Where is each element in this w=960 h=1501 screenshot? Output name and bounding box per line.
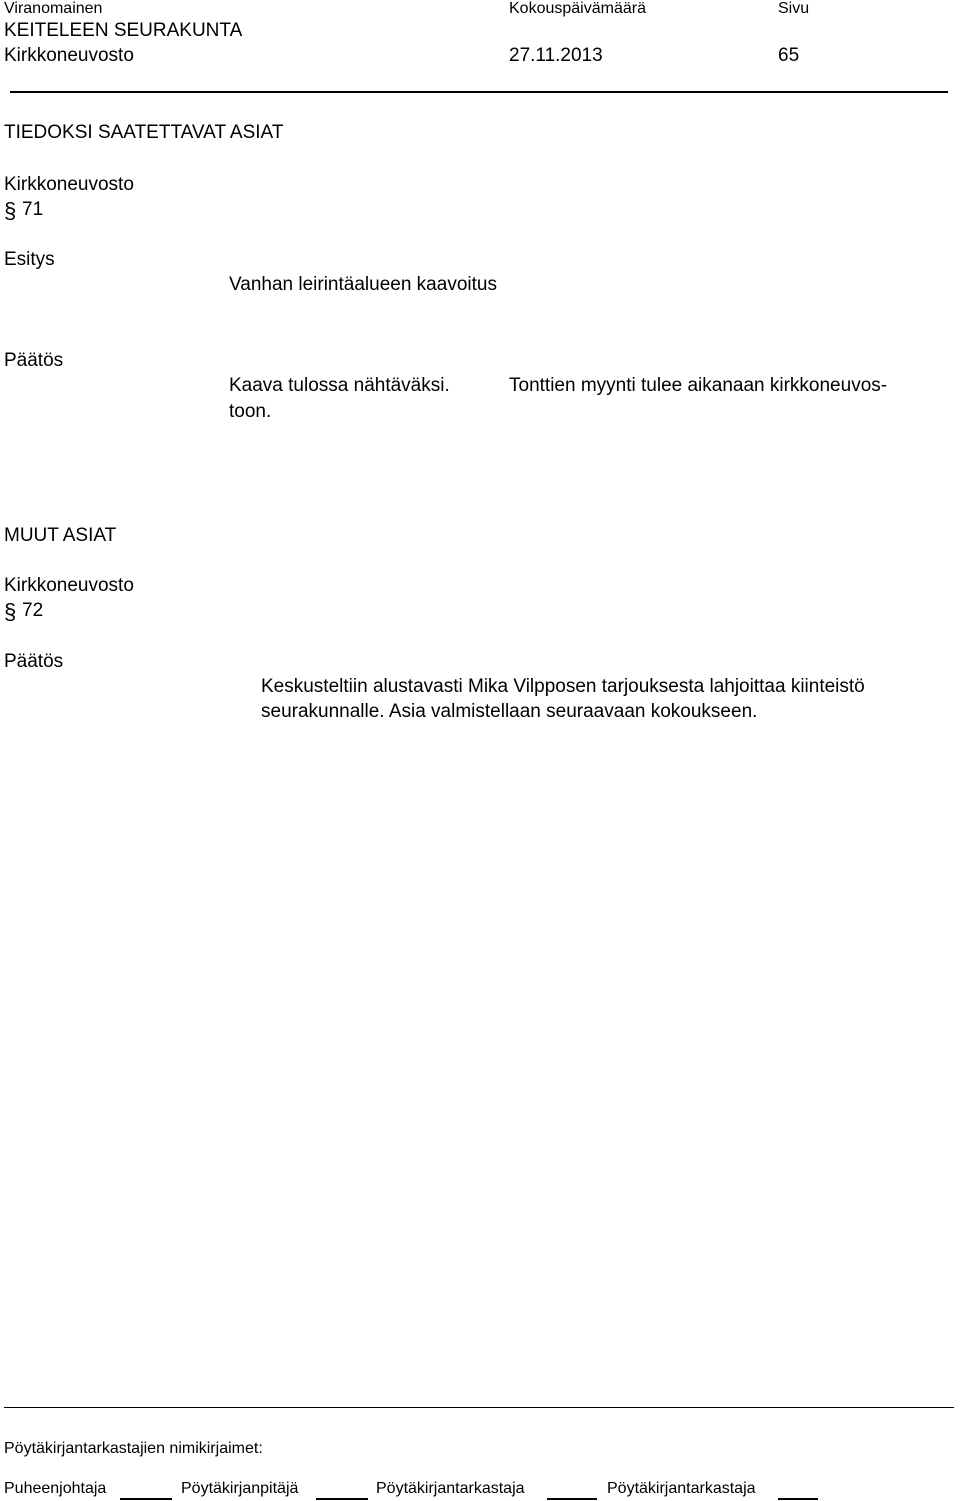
signature-role-checker-1	[376, 1481, 525, 1497]
role-label: Pöytäkirjantarkastaja	[376, 1480, 525, 1497]
paragraph-number-value-2: 72	[22, 600, 44, 621]
footer-divider	[4, 1407, 954, 1408]
decision-text-continued: Tonttien myynti tulee aikanaan kirkkoneuvos-	[509, 375, 888, 396]
initials-label: Pöytäkirjantarkastajien nimikirjaimet:	[4, 1440, 263, 1457]
section-sign-icon	[4, 198, 18, 222]
header-divider	[10, 91, 948, 93]
decision-label: Päätös	[4, 350, 64, 371]
signature-role-secretary	[181, 1481, 298, 1497]
body-name-2: Kirkkoneuvosto	[4, 575, 134, 596]
meeting-date: 27.11.2013	[509, 45, 603, 66]
decision-text-line2: toon.	[229, 401, 272, 422]
section-heading: TIEDOKSI SAATETTAVAT ASIAT	[4, 122, 284, 143]
role-label: Puheenjohtaja	[4, 1480, 107, 1497]
initials-blank	[778, 1484, 818, 1500]
date-label: Kokouspäivämäärä	[509, 0, 646, 17]
proposal-label: Esitys	[4, 249, 55, 270]
section-heading-other: MUUT ASIAT	[4, 525, 117, 546]
section-sign-icon	[4, 599, 18, 623]
decision-text-2-line2: seurakunnalle. Asia valmistellaan seuraavaan kokoukseen.	[261, 701, 758, 722]
decision-label-2: Päätös	[4, 651, 64, 672]
decision-text: Kaava tulossa nähtäväksi.	[229, 375, 450, 396]
authority-label: Viranomainen	[4, 0, 103, 17]
decision-text-2: Keskusteltiin alustavasti Mika Vilpposen tarjouksesta lahjoittaa kiinteistö	[261, 676, 865, 697]
role-label: Pöytäkirjanpitäjä	[181, 1480, 299, 1497]
role-label: Pöytäkirjantarkastaja	[607, 1480, 756, 1497]
paragraph-number	[4, 198, 64, 222]
svg-text:§: §	[4, 198, 17, 222]
proposal-text: Vanhan leirintäalueen kaavoitus	[229, 274, 497, 295]
initials-blank	[547, 1484, 597, 1500]
authority-name: Kirkkoneuvosto	[4, 45, 134, 66]
initials-blank	[316, 1484, 368, 1500]
svg-text:§: §	[4, 599, 17, 623]
signature-role-checker-2	[607, 1481, 756, 1497]
page-label: Sivu	[778, 0, 810, 17]
body-name: Kirkkoneuvosto	[4, 174, 134, 195]
signature-role-chair	[4, 1481, 106, 1497]
initials-blank	[120, 1484, 172, 1500]
page-number: 65	[778, 45, 800, 66]
paragraph-number-value: 71	[22, 199, 44, 220]
paragraph-number-2	[4, 599, 64, 623]
organization-name: KEITELEEN SEURAKUNTA	[4, 20, 243, 41]
